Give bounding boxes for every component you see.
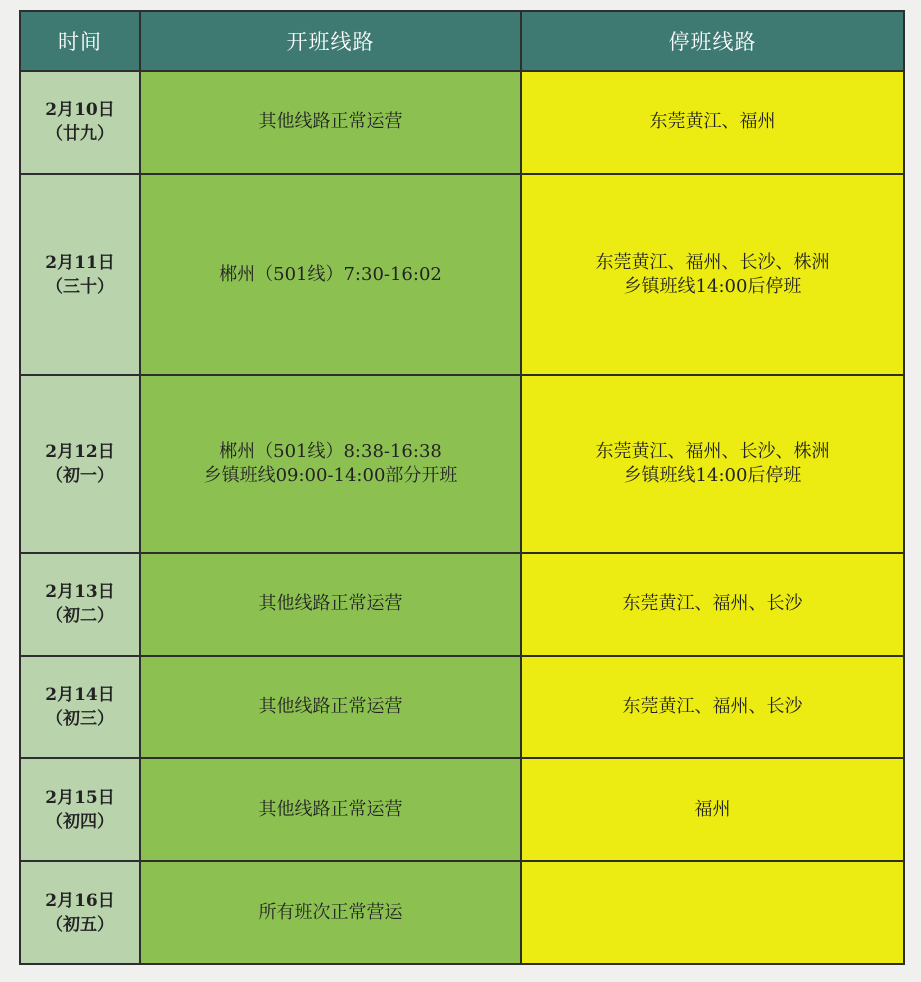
stop-routes-cell: 东莞黄江、福州、长沙 <box>521 553 904 656</box>
date-cell: 2月12日 （初一） <box>20 375 140 552</box>
date-cell: 2月16日 （初五） <box>20 861 140 964</box>
schedule-table <box>19 10 905 965</box>
open-routes-cell: 所有班次正常营运 <box>140 861 521 964</box>
header-row <box>20 11 904 71</box>
header-date: 时间 <box>20 11 140 71</box>
open-routes-cell: 其他线路正常运营 <box>140 553 521 656</box>
open-routes-cell: 其他线路正常运营 <box>140 71 521 174</box>
table-row <box>20 861 904 964</box>
open-routes-cell: 其他线路正常运营 <box>140 656 521 759</box>
date-cell: 2月11日 （三十） <box>20 174 140 376</box>
open-routes-cell: 其他线路正常运营 <box>140 758 521 861</box>
stop-routes-cell: 东莞黄江、福州、长沙 <box>521 656 904 759</box>
date-cell: 2月10日 （廿九） <box>20 71 140 174</box>
open-routes-cell: 郴州（501线）8:38-16:38 乡镇班线09:00-14:00部分开班 <box>140 375 521 552</box>
stop-routes-cell: 东莞黄江、福州 <box>521 71 904 174</box>
table-row <box>20 758 904 861</box>
stop-routes-cell: 东莞黄江、福州、长沙、株洲 乡镇班线14:00后停班 <box>521 174 904 376</box>
stop-routes-cell <box>521 861 904 964</box>
table-row <box>20 174 904 376</box>
date-cell: 2月14日 （初三） <box>20 656 140 759</box>
table-row <box>20 656 904 759</box>
table-row <box>20 553 904 656</box>
date-cell: 2月15日 （初四） <box>20 758 140 861</box>
open-routes-cell: 郴州（501线）7:30-16:02 <box>140 174 521 376</box>
header-open-routes: 开班线路 <box>140 11 521 71</box>
stop-routes-cell: 福州 <box>521 758 904 861</box>
header-stop-routes: 停班线路 <box>521 11 904 71</box>
table-row <box>20 375 904 552</box>
stop-routes-cell: 东莞黄江、福州、长沙、株洲 乡镇班线14:00后停班 <box>521 375 904 552</box>
date-cell: 2月13日 （初二） <box>20 553 140 656</box>
table-row <box>20 71 904 174</box>
